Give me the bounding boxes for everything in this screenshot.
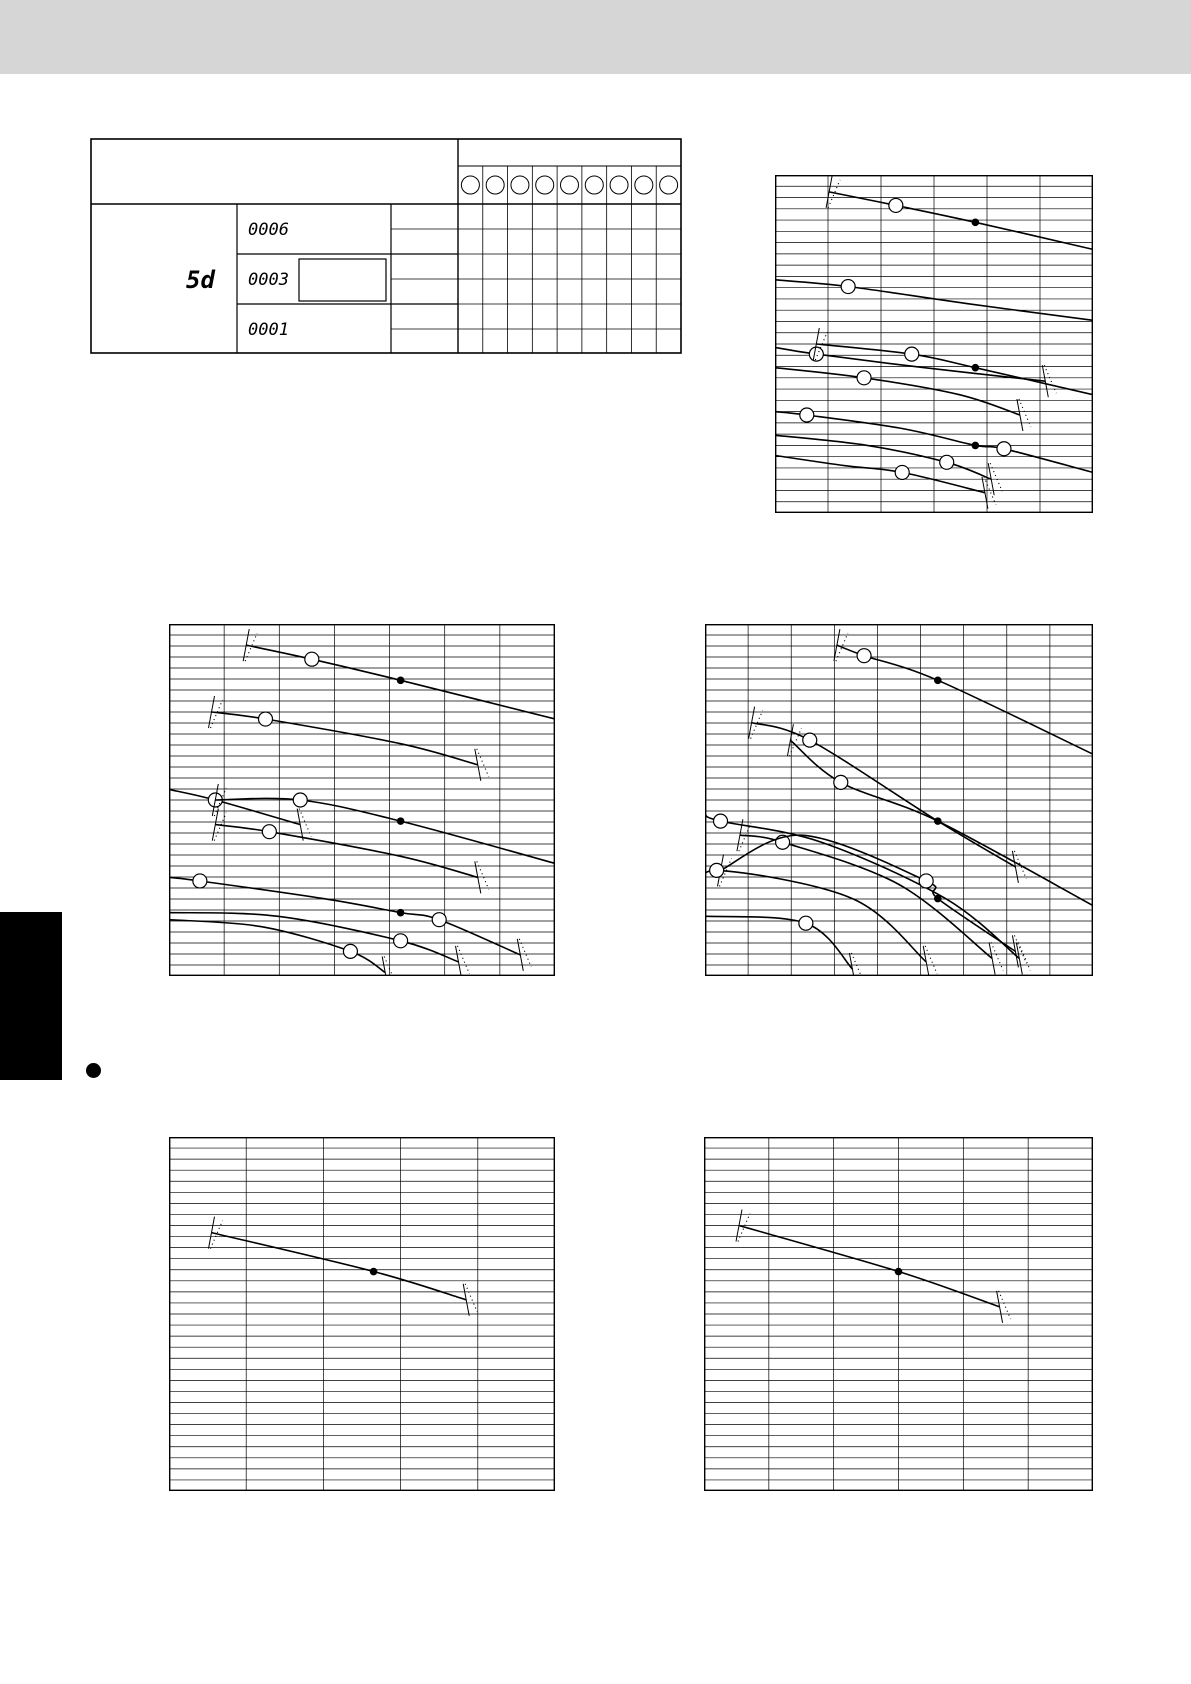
curve-label-circle — [343, 944, 357, 958]
curve-label-circle — [895, 465, 909, 479]
limit-line — [989, 942, 995, 974]
limit-hatch — [465, 1284, 477, 1312]
set-code-1: 0006 — [248, 220, 289, 240]
limit-hatch — [991, 942, 1003, 970]
limit-line — [787, 724, 793, 756]
rated-point-dot — [370, 1268, 378, 1276]
series-line — [169, 913, 459, 962]
rated-point-dot — [934, 677, 942, 685]
series-line — [215, 825, 478, 878]
limit-line — [834, 629, 840, 661]
curve-label-circle — [857, 371, 871, 385]
chart-panel-bottom-right — [704, 1137, 1093, 1491]
chart-panel-middle-left — [169, 624, 555, 976]
highlight-box — [299, 259, 386, 301]
indicator-circle — [536, 176, 554, 194]
setting-code-table — [90, 138, 682, 356]
limit-line — [849, 953, 855, 976]
limit-hatch — [739, 823, 751, 851]
curve-label-circle — [997, 442, 1011, 456]
series-line — [816, 344, 1093, 395]
indicator-circle — [585, 176, 603, 194]
curve-label-circle — [293, 793, 307, 807]
curve-label-circle — [262, 825, 276, 839]
indicator-circle — [486, 176, 504, 194]
indicator-circle — [561, 176, 579, 194]
limit-hatch — [211, 700, 223, 728]
limit-hatch — [477, 749, 489, 777]
series-line — [212, 1233, 467, 1300]
curve-label-circle — [857, 649, 871, 663]
limit-line — [517, 939, 523, 971]
series-line — [829, 192, 1093, 250]
series-line — [837, 645, 1093, 754]
curve-label-circle — [432, 913, 446, 927]
limit-hatch — [299, 809, 311, 837]
curve-label-circle — [710, 863, 724, 877]
curve-label-circle — [841, 280, 855, 294]
chart-panel-middle-right — [705, 624, 1093, 976]
side-index-tab — [0, 912, 62, 1080]
rated-point-dot — [972, 364, 980, 372]
section-bullet — [86, 1063, 101, 1078]
curve-label-circle — [834, 775, 848, 789]
rated-point-dot — [934, 817, 942, 825]
curve-label-circle — [394, 934, 408, 948]
limit-line — [1012, 851, 1018, 883]
curve-label-circle — [799, 916, 813, 930]
header-band — [0, 0, 1191, 74]
limit-hatch — [458, 946, 470, 974]
curve-label-circle — [919, 874, 933, 888]
limit-hatch — [214, 813, 226, 841]
series-line — [705, 916, 852, 969]
series-line — [169, 789, 300, 824]
grid — [704, 1137, 1093, 1491]
rated-point-dot — [972, 442, 980, 450]
limit-hatch — [990, 463, 1002, 491]
item-code: 5d — [186, 266, 215, 294]
curve-label-circle — [905, 347, 919, 361]
series-line — [212, 712, 478, 765]
series-line — [739, 1226, 1000, 1307]
rated-point-dot — [895, 1268, 903, 1276]
limit-hatch — [1014, 935, 1026, 963]
rated-point-dot — [397, 909, 405, 917]
limit-hatch — [1018, 942, 1030, 970]
indicator-circle — [610, 176, 628, 194]
set-code-2: 0003 — [248, 270, 289, 290]
indicator-circle — [511, 176, 529, 194]
curve-label-circle — [800, 408, 814, 422]
curve-label-circle — [889, 198, 903, 212]
rated-point-dot — [397, 817, 405, 825]
rated-point-dot — [972, 219, 980, 227]
curve-label-circle — [803, 733, 817, 747]
limit-hatch — [925, 946, 937, 974]
chart-panel-top-right — [775, 175, 1093, 513]
series-line — [721, 835, 1016, 951]
limit-hatch — [477, 861, 489, 889]
curve-label-circle — [305, 652, 319, 666]
grid — [169, 1137, 555, 1491]
curve-label-circle — [259, 712, 273, 726]
indicator-circle — [635, 176, 653, 194]
limit-hatch — [999, 1291, 1011, 1319]
curve-label-circle — [809, 347, 823, 361]
chart-panel-bottom-left — [169, 1137, 555, 1491]
grid — [705, 624, 1093, 976]
indicator-circle — [660, 176, 678, 194]
limit-line — [382, 957, 388, 977]
rated-point-dot — [934, 895, 942, 903]
curve-label-circle — [940, 455, 954, 469]
curve-label-circle — [193, 874, 207, 888]
indicator-circle — [461, 176, 479, 194]
limit-hatch — [384, 957, 396, 977]
set-code-3: 0001 — [248, 320, 289, 340]
rated-point-dot — [397, 677, 405, 685]
curve-label-circle — [714, 814, 728, 828]
series-line — [790, 740, 1093, 905]
